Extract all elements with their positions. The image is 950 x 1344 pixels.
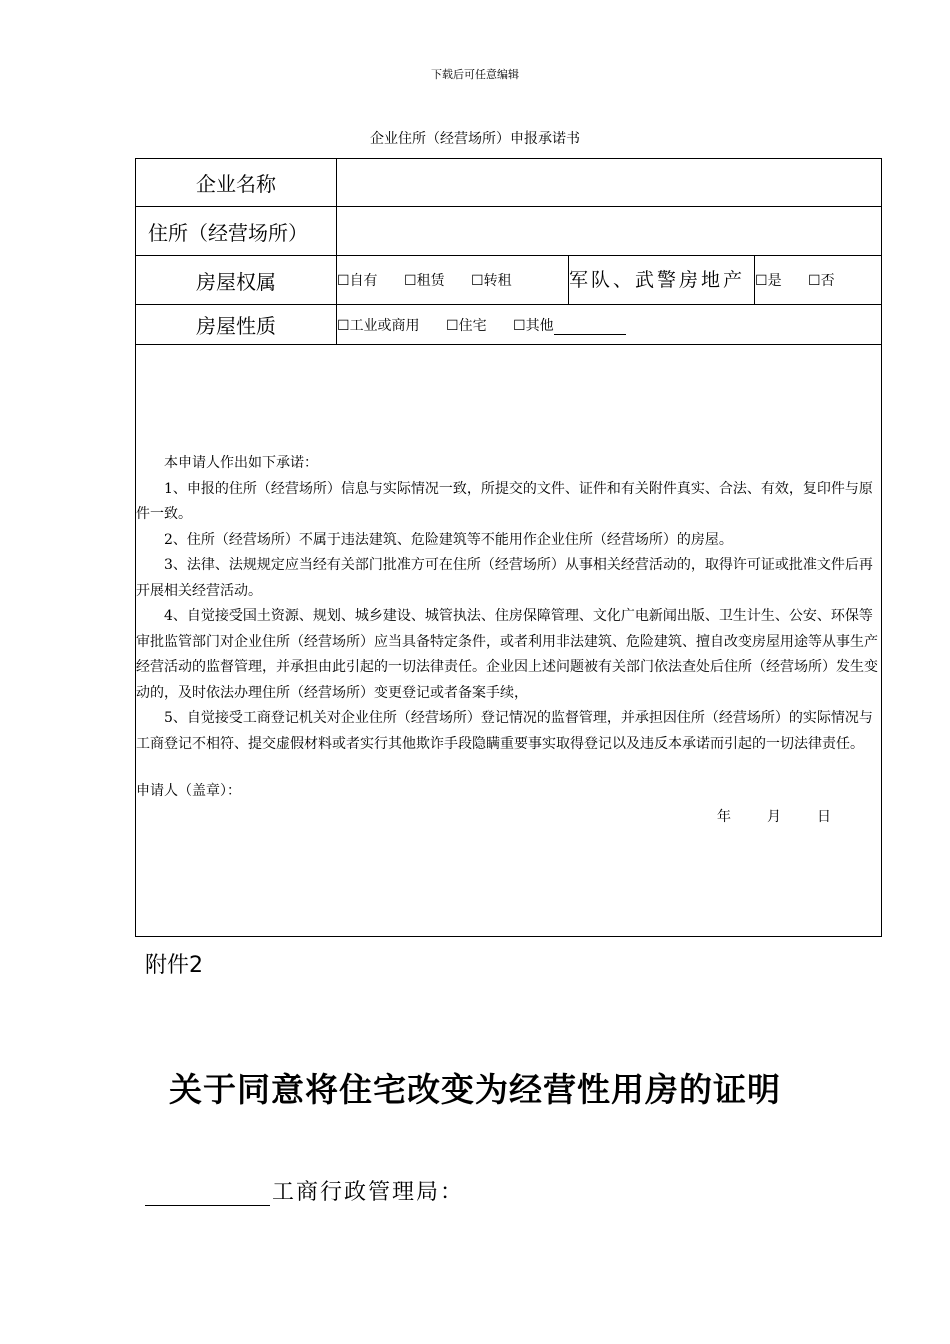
checkbox-icon <box>404 273 417 289</box>
checkbox-lease[interactable]: ☐ 租赁 <box>404 273 445 289</box>
pledge-item-3: 3、法律、法规规定应当经有关部门批准方可在住所（经营场所）从事相关经营活动的，取得许可证或批准文件后再开展相关经营活动。 <box>136 557 873 599</box>
addressee-suffix: 工商行政管理局： <box>272 1180 465 1205</box>
addressee-blank[interactable] <box>145 1183 270 1206</box>
date-day: 日 <box>817 808 832 825</box>
military-label: 军队、武警房地产 <box>569 256 755 305</box>
date-month: 月 <box>767 808 782 825</box>
pledge-item-2: 2、住所（经营场所）不属于违法建筑、危险建筑等不能用作企业住所（经营场所）的房屋。 <box>164 531 733 548</box>
addressee-line <box>145 1175 464 1206</box>
attachment-label: 附件2 <box>145 953 203 978</box>
company-name-value <box>337 159 882 207</box>
address-value <box>337 207 882 256</box>
applicant-seal-label: 申请人（盖章）： <box>136 783 241 799</box>
pledge-item-5: 5、自觉接受工商登记机关对企业住所（经营场所）登记情况的监督管理，并承担因住所（经营场所）的实际情况与工商登记不相符、提交虚假材料或者实行其他欺诈手段隐瞒重要事实取得登记以及违反本承诺而引起的一切法律责任。 <box>136 710 873 752</box>
checkbox-icon <box>337 318 350 334</box>
address-label: 住所（经营场所） <box>136 207 337 256</box>
checkbox-commercial[interactable]: ☐ 工业或商用 <box>337 318 420 334</box>
pledge-body <box>136 345 882 937</box>
header-note: 下载后可任意编辑 <box>431 68 519 81</box>
nature-label: 房屋性质 <box>136 305 337 345</box>
date-line <box>136 805 881 831</box>
ownership-label: 房屋权属 <box>136 256 337 305</box>
checkbox-icon <box>755 273 768 289</box>
checkbox-other[interactable]: ☐ 其他 <box>513 318 626 334</box>
checkbox-icon <box>471 273 484 289</box>
checkbox-yes[interactable]: ☐ 是 <box>755 273 782 289</box>
checkbox-icon <box>513 318 526 334</box>
checkbox-residential[interactable]: ☐ 住宅 <box>446 318 487 334</box>
other-blank-line[interactable] <box>554 320 626 335</box>
pledge-item-4: 4、自觉接受国土资源、规划、城乡建设、城管执法、住房保障管理、文化广电新闻出版、卫生计生、公安、环保等审批监管部门对企业住所（经营场所）应当具备特定条件，或者利用非法建筑、危险建筑、擅自改变房屋用途等从事生产经营活动的监督管理，并承担由此引起的一切法律责任。企业因上述问题被有关部门依法查处后住所（经营场所）发生变动的，及时依法办理住所（经营场所）变更登记或者备案手续， <box>136 608 878 701</box>
pledge-form-table <box>135 158 882 937</box>
checkbox-icon <box>446 318 459 334</box>
checkbox-own[interactable]: ☐ 自有 <box>337 273 378 289</box>
company-name-label: 企业名称 <box>136 159 337 207</box>
nature-options <box>337 305 882 345</box>
pledge-intro: 本申请人作出如下承诺： <box>164 455 318 471</box>
checkbox-icon <box>337 273 350 289</box>
date-year: 年 <box>717 808 732 825</box>
form-title: 企业住所（经营场所）申报承诺书 <box>370 131 580 147</box>
ownership-options <box>337 256 569 305</box>
pledge-item-1: 1、申报的住所（经营场所）信息与实际情况一致，所提交的文件、证件和有关附件真实、合法、有效，复印件与原件一致。 <box>136 480 873 522</box>
checkbox-no[interactable]: ☐ 否 <box>808 273 835 289</box>
checkbox-icon <box>808 273 821 289</box>
proof-title: 关于同意将住宅改变为经营性用房的证明 <box>169 1070 781 1109</box>
military-options <box>755 256 882 305</box>
checkbox-sublease[interactable]: ☐ 转租 <box>471 273 512 289</box>
